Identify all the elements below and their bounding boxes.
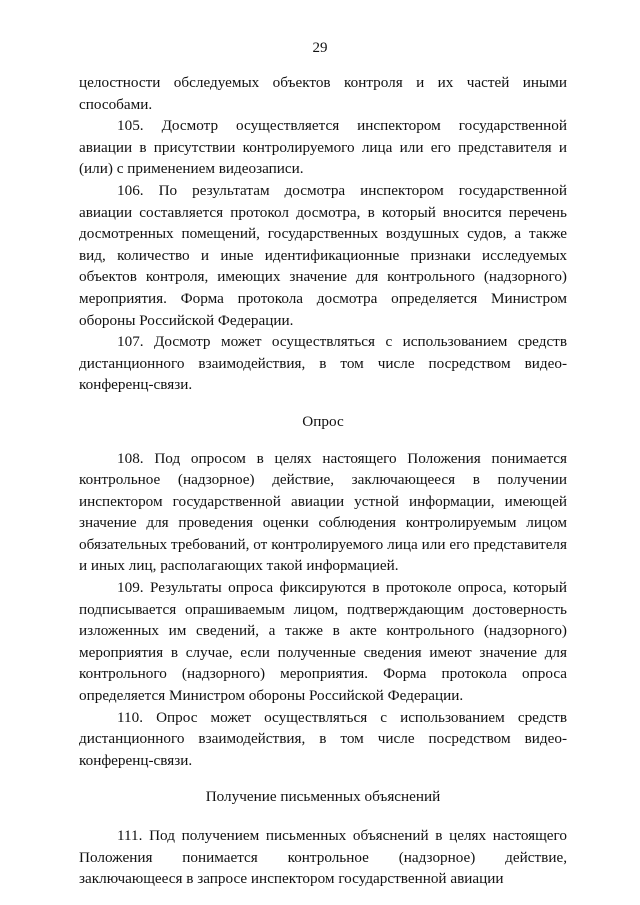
paragraph-108: 108. Под опросом в целях настоящего Положения понимается контрольное (надзорное) действие, заключающееся в получении инспектором государственной авиации устной информации, имеющей значение для проведения оценки соблюдения контролируемым лицом обязательных требований, от контролируемого лица или его представителя и иных лиц, располагающих такой информацией. (79, 449, 567, 575)
page-number: 29 (312, 40, 328, 56)
section-heading-written-explanations: Получение письменных объяснений (205, 788, 441, 806)
paragraph-110: 110. Опрос может осуществляться с использованием средств дистанционного взаимодействия, в том числе посредством видео-конференц-связи. (79, 708, 567, 769)
paragraph-continuation: целостности обследуемых объектов контроля и их частей иными способами. (79, 74, 567, 113)
document-body (79, 72, 567, 890)
section-heading-opros: Опрос (302, 412, 344, 430)
paragraph-106: 106. По результатам досмотра инспектором государственной авиации составляется протокол досмотра, в который вносится перечень досмотренных помещений, государственных воздушных судов, а также вид, количество и иные идентификационные признаки исследуемых объектов контроля, имеющих значение для контрольного (надзорного) мероприятия. Форма протокола досмотра определяется Министром обороны Российской Федерации. (79, 181, 567, 329)
paragraph-111: 111. Под получением письменных объяснений в целях настоящего Положения понимается контрольное (надзорное) действие, заключающееся в запросе инспектором государственной авиации (79, 827, 567, 888)
paragraph-105: 105. Досмотр осуществляется инспектором государственной авиации в присутствии контролируемого лица или его представителя и (или) с применением видеозаписи. (79, 117, 567, 178)
paragraph-109: 109. Результаты опроса фиксируются в протоколе опроса, который подписывается опрашиваемым лицом, подтверждающим достоверность изложенных им сведений, а также в акте контрольного (надзорного) мероприятия в случае, если полученные сведения имеют значение для контрольного (надзорного) мероприятия. Форма протокола опроса определяется Министром обороны Российской Федерации. (79, 579, 567, 705)
paragraph-107: 107. Досмотр может осуществляться с использованием средств дистанционного взаимодействия, в том числе посредством видео-конференц-связи. (79, 333, 567, 394)
